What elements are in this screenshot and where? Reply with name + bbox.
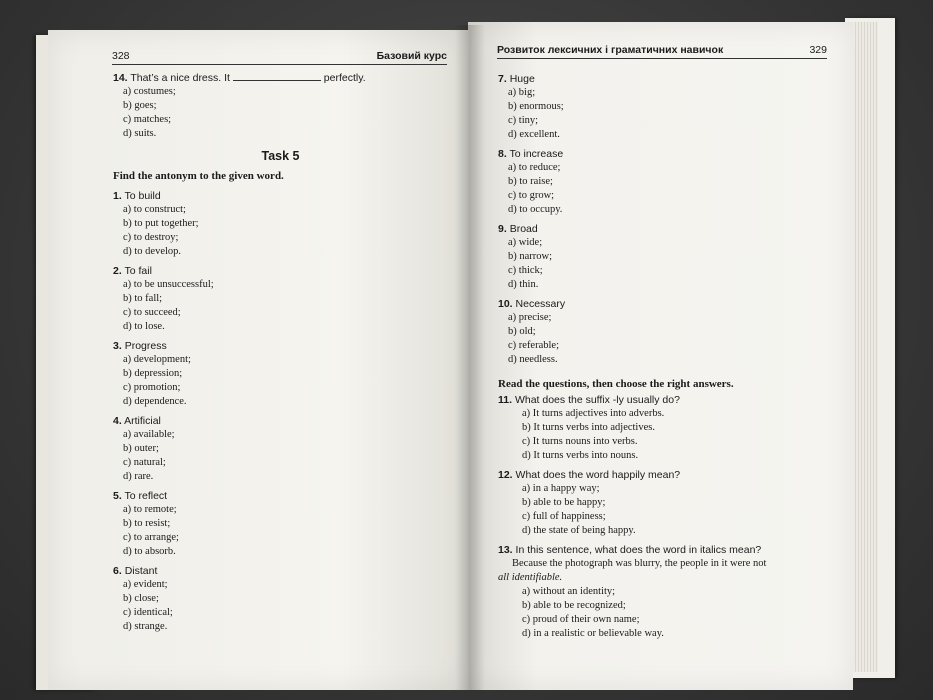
option: c) to arrange; [123,532,179,543]
question-item [113,414,448,428]
option: d) the state of being happy. [522,525,636,536]
question-text: What does the word happily mean? [515,469,681,481]
question-text: In this sentence, what does the word in italics mean? [515,544,762,556]
option: b) close; [123,593,159,604]
question-text-end: perfectly. [323,72,366,84]
option: c) to destroy; [123,232,179,243]
book-gutter-shadow [455,25,485,690]
option: c) identical; [123,607,173,618]
option: d) suits. [123,128,157,139]
option: c) proud of their own name; [522,614,640,625]
left-question-list [113,189,448,634]
question-number: 12. [498,469,513,481]
task-instruction: Find the antonym to the given word. [113,170,284,182]
comprehension-question-list [498,393,828,538]
question-number: 11. [498,394,513,406]
option: c) It turns nouns into verbs. [522,436,638,447]
question-text: To reflect [124,490,168,502]
option: c) full of happiness; [522,511,606,522]
question-14 [113,70,448,85]
option: a) evident; [123,579,168,590]
option: a) to remote; [123,504,177,515]
option: a) to be unsuccessful; [123,279,214,290]
question-number: 7. [498,73,507,85]
example-sentence: Because the photograph was blurry, the people in it were not [512,558,767,569]
option: b) It turns verbs into adjectives. [522,422,655,433]
option: b) old; [508,326,536,337]
right-column [498,72,828,641]
option: c) natural; [123,457,166,468]
option: d) dependence. [123,396,187,407]
question-number: 3. [113,340,122,352]
right-page-number: 329 [809,44,827,56]
option: d) rare. [123,471,154,482]
question-item [498,393,828,407]
right-running-head [497,44,827,59]
option: b) to resist; [123,518,171,529]
option: b) narrow; [508,251,553,262]
question-text: What does the suffix -ly usually do? [514,394,680,406]
option: d) to occupy. [508,204,563,215]
option: d) excellent. [508,129,560,140]
option: a) without an identity; [522,586,616,597]
left-running-title: Базовий курс [376,50,447,62]
option: a) available; [123,429,175,440]
option: d) to absorb. [123,546,176,557]
question-item [498,468,828,482]
option: b) able to be recognized; [522,600,626,611]
option: a) wide; [508,237,543,248]
option: a) big; [508,87,536,98]
question-item [498,297,828,311]
question-item [113,339,448,353]
left-page-number: 328 [112,50,130,62]
question-item [113,564,448,578]
option: d) to develop. [123,246,182,257]
option: d) It turns verbs into nouns. [522,450,639,461]
question-text: Progress [124,340,167,352]
option: b) outer; [123,443,159,454]
question-item [498,72,828,86]
option: d) strange. [123,621,168,632]
question-number: 6. [113,565,122,577]
right-running-title: Розвиток лексичних і граматичних навичок [497,44,724,56]
option: a) precise; [508,312,552,323]
left-column [113,70,448,634]
option: b) able to be happy; [522,497,606,508]
question-text: To increase [509,148,564,160]
option: b) goes; [123,100,157,111]
option: b) to raise; [508,176,553,187]
option: c) tiny; [508,115,539,126]
question-text: Distant [124,565,158,577]
question-item [113,264,448,278]
left-running-head [112,50,447,65]
option: b) depression; [123,368,183,379]
option: d) needless. [508,354,558,365]
question-number: 9. [498,223,507,235]
option: a) to construct; [123,204,186,215]
option: a) development; [123,354,191,365]
example-sentence-italic [498,571,828,585]
question-text: To fail [124,265,152,277]
option: b) enormous; [508,101,564,112]
question-item [498,147,828,161]
option: b) to put together; [123,218,199,229]
italic-word: all identifiable. [498,572,563,583]
option: a) costumes; [123,86,176,97]
option: a) to reduce; [508,162,561,173]
question-number: 1. [113,190,122,202]
option: b) to fall; [123,293,163,304]
question-number: 13. [498,544,513,556]
answer-blank [233,70,321,81]
option: a) It turns adjectives into adverbs. [522,408,665,419]
option: d) to lose. [123,321,165,332]
question-number: 4. [113,415,122,427]
question-text: Artificial [124,415,161,427]
question-number: 5. [113,490,122,502]
question-13 [498,543,828,557]
option: c) promotion; [123,382,181,393]
option: c) referable; [508,340,559,351]
question-text: Huge [509,73,535,85]
question-text: Broad [509,223,538,235]
question-number: 14. [113,72,128,84]
option: d) thin. [508,279,539,290]
question-number: 10. [498,298,513,310]
question-number: 8. [498,148,507,160]
question-text: To build [124,190,161,202]
question-text: That’s a nice dress. It [130,72,230,84]
question-text: Necessary [515,298,566,310]
option: d) in a realistic or believable way. [522,628,664,639]
question-item [498,222,828,236]
question-number: 2. [113,265,122,277]
option: c) thick; [508,265,543,276]
right-question-list [498,72,828,367]
task-title: Task 5 [261,149,300,163]
page-edges-right [850,22,878,672]
question-item [113,489,448,503]
question-item [113,189,448,203]
option: c) matches; [123,114,172,125]
option: c) to grow; [508,190,555,201]
right-instruction: Read the questions, then choose the right answers. [498,378,734,390]
option: c) to succeed; [123,307,181,318]
option: a) in a happy way; [522,483,600,494]
